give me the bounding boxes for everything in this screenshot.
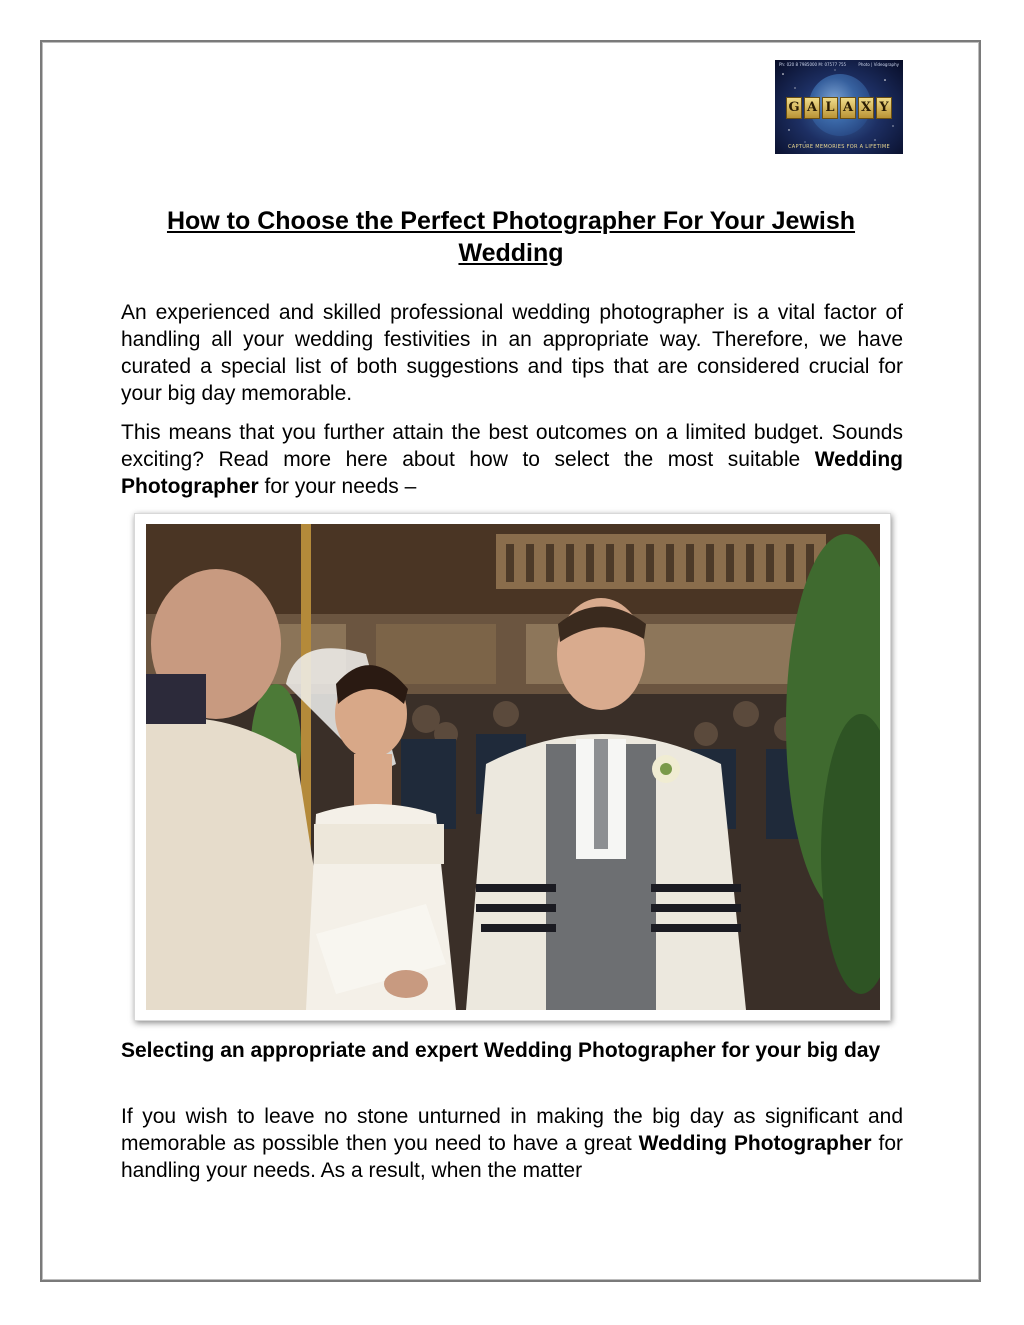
selection-paragraph-text: If you wish to leave no stone unturned in making the big day as significant and memorable as possible then you need to have a great <box>121 1105 903 1155</box>
logo-letter: L <box>823 98 837 118</box>
logo-letter: G <box>787 98 801 118</box>
section-heading: Selecting an appropriate and expert Wedding Photographer for your big day <box>121 1039 881 1062</box>
logo-contact-line <box>779 62 899 67</box>
wedding-photographer-keyword: Wedding Photographer <box>638 1132 872 1155</box>
logo-contact-left: Ph: 020 8 7985000 M: 07577 755 <box>779 62 847 67</box>
budget-paragraph-text: This means that you further attain the best outcomes on a limited budget. Sounds exciting? Read more here about how to select the most suitable <box>121 421 903 471</box>
logo-letter: X <box>859 98 873 118</box>
wedding-photographer-keyword: Wedding Photographer <box>121 448 903 498</box>
selection-paragraph <box>121 1103 903 1184</box>
budget-paragraph <box>121 419 903 500</box>
logo-letter: Y <box>877 98 891 118</box>
wedding-ceremony-illustration <box>146 524 880 1010</box>
page-title: How to Choose the Perfect Photographer For Your Jewish Wedding <box>166 207 856 267</box>
logo-letter: A <box>805 98 819 118</box>
logo-letter: A <box>841 98 855 118</box>
logo-wordmark <box>787 98 891 118</box>
budget-paragraph-ending: for your needs – <box>258 475 417 498</box>
selection-paragraph-ending: for handling your needs. As a result, when the matter <box>121 1132 903 1182</box>
galaxy-logo <box>775 60 903 154</box>
intro-paragraph: An experienced and skilled professional wedding photographer is a vital factor of handling all your wedding festivities in an appropriate way. Therefore, we have curated a special list of both suggestions and tips that are considered crucial for your big day memorable. <box>121 301 903 405</box>
logo-contact-right: Photo | Videography <box>858 62 899 67</box>
wedding-ceremony-photo <box>146 524 880 1010</box>
logo-tagline: CAPTURE MEMORIES FOR A LIFETIME <box>788 144 890 150</box>
